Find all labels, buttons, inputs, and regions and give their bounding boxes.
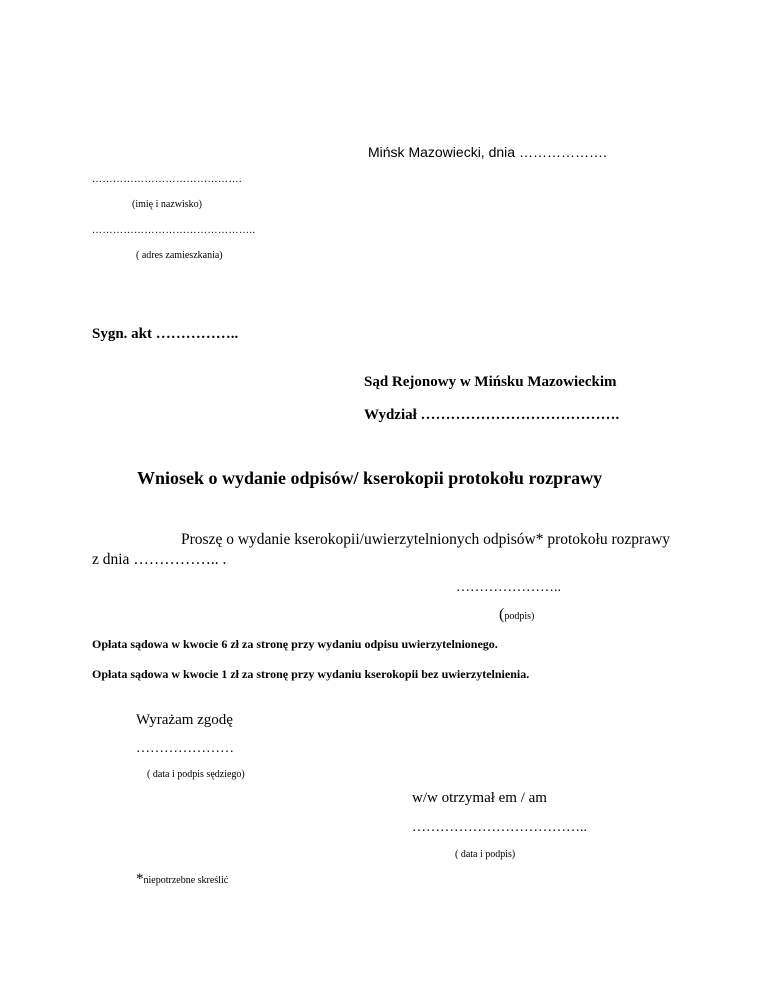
footnote-star: * [136,871,144,887]
signature-caption-text: podpis) [504,611,535,622]
court-name: Sąd Rejonowy w Mińsku Mazowieckim [364,374,617,390]
name-caption: (imię i nazwisko) [132,199,202,210]
request-text-line2: z dnia …………….. . [92,551,227,568]
signature-dotted-line: ………………….. [456,580,561,595]
fee-note-certified: Opłata sądowa w kwocie 6 zł za stronę przy wydaniu odpisu uwierzytelnionego. [92,637,498,651]
address-caption: ( adres zamieszkania) [136,250,223,261]
fee-note-copy: Opłata sądowa w kwocie 1 zł za stronę przy wydaniu kserokopii bez uwierzytelnienia. [92,667,530,681]
consent-dotted-line: ………………… [136,741,234,756]
court-department: Wydział …………………………………. [364,407,620,423]
consent-label: Wyrażam zgodę [136,712,233,728]
footnote [136,870,228,888]
consent-caption: ( data i podpis sędziego) [147,769,245,780]
place-date: Mińsk Mazowiecki, dnia ………………. [368,144,607,160]
document-title: Wniosek o wydanie odpisów/ kserokopii protokołu rozprawy [137,468,603,488]
name-dotted-line: ……………………………………. [92,174,242,185]
request-text-line1: Proszę o wydanie kserokopii/uwierzytelnionych odpisów* protokołu rozprawy [181,531,671,548]
receipt-caption: ( data i podpis) [455,849,516,860]
receipt-label: w/w otrzymał em / am [412,790,547,806]
signature-caption [499,606,534,624]
receipt-dotted-line: ……………………………….. [412,820,587,835]
signature-paren: ( [499,606,505,623]
case-signature: Sygn. akt …………….. [92,326,239,342]
footnote-text: niepotrzebne skreślić [143,875,229,886]
address-dotted-line: ……………………………………….. [92,225,256,236]
